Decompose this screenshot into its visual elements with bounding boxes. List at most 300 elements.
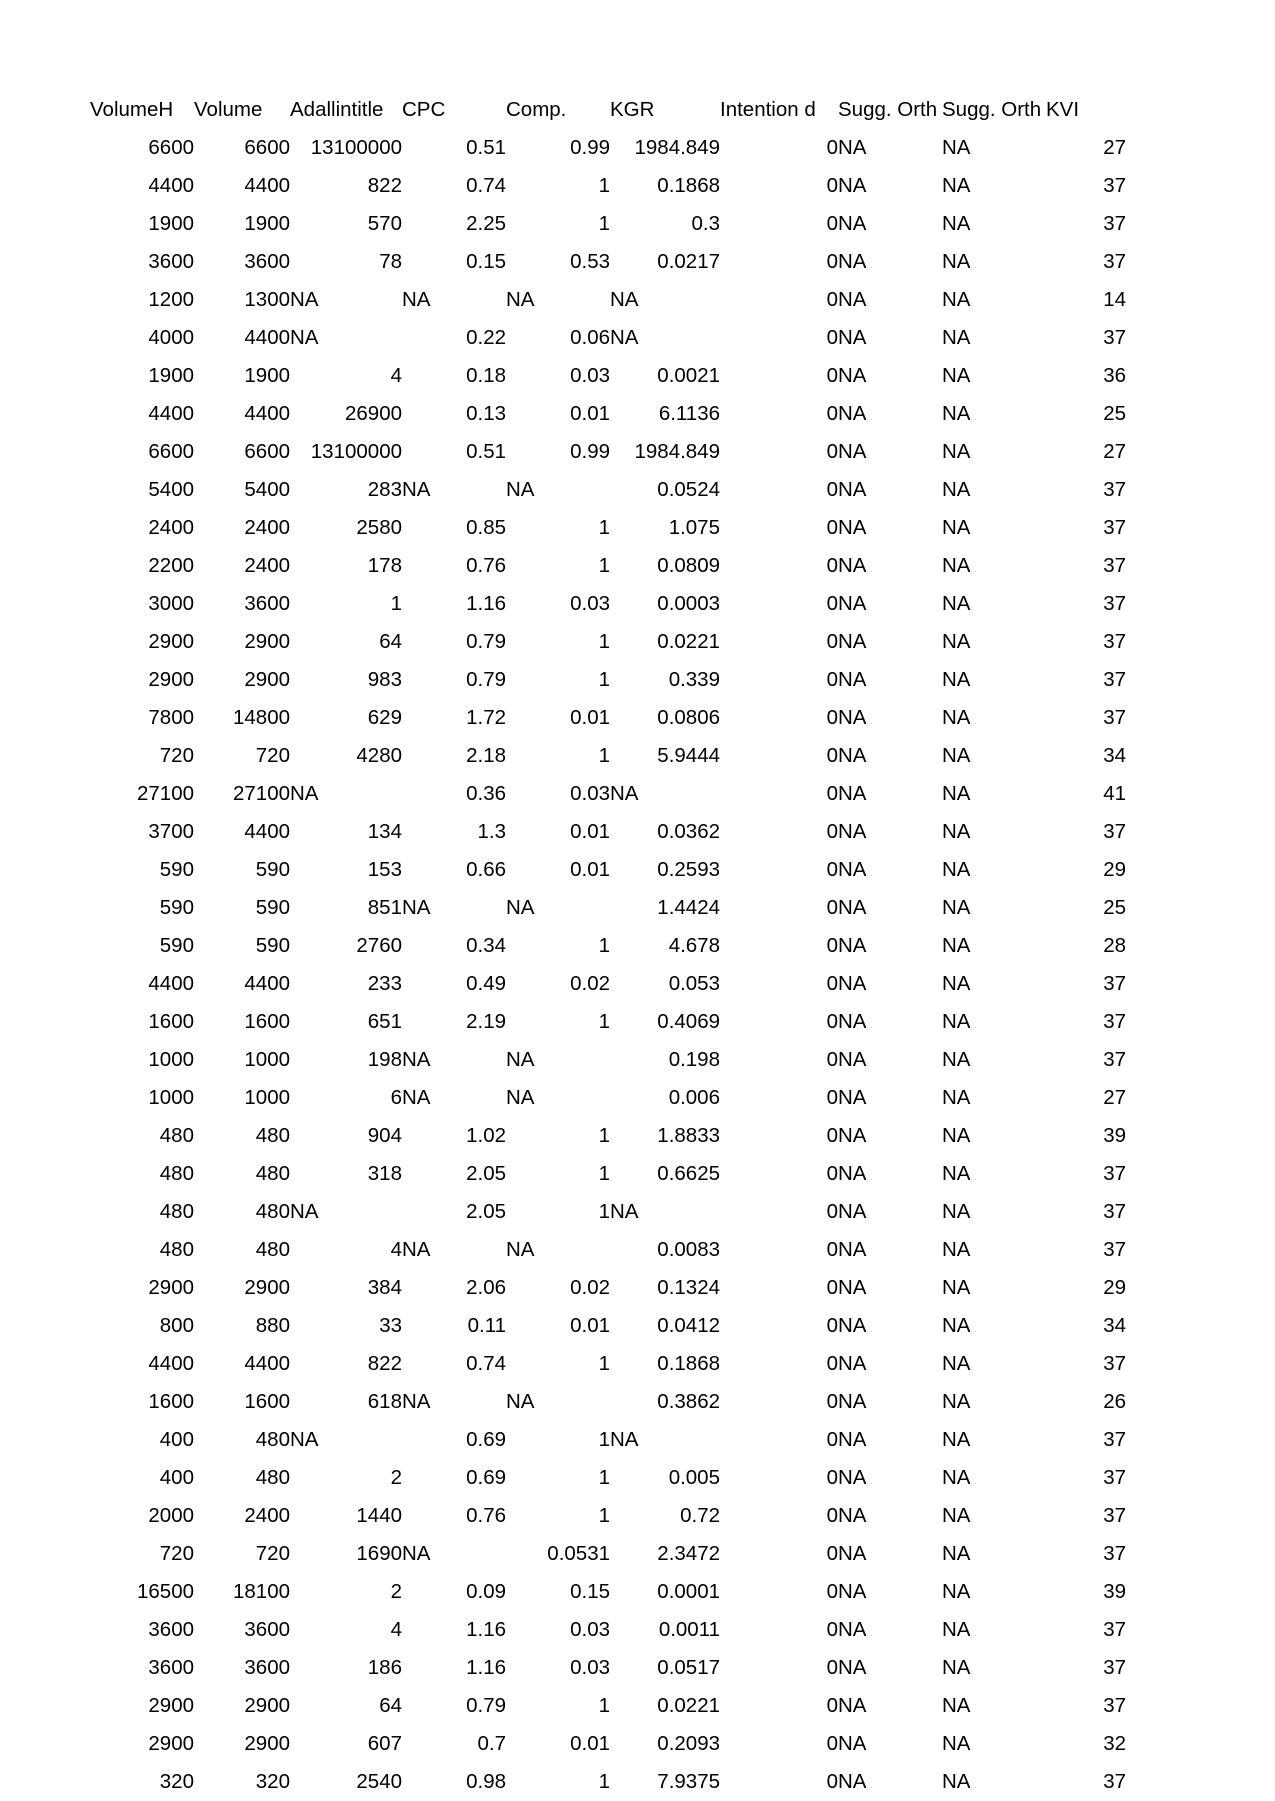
column-header-sugg2: Sugg. Orth [942, 100, 1042, 121]
cell-comp: 0.15 [570, 1580, 610, 1603]
cell-kvi: 37 [1103, 1428, 1126, 1451]
cell-comp: 1 [598, 174, 610, 197]
cell-volume: 2400 [244, 554, 290, 577]
table-row [90, 1117, 1126, 1155]
cell-intention: 0 [826, 1086, 838, 1109]
cell-comp: 0.02 [570, 1276, 610, 1299]
cell-sugg1: NA [838, 212, 867, 235]
cell-sugg1: NA [838, 1694, 867, 1717]
table-row [90, 1763, 1126, 1801]
cell-kvi: 39 [1103, 1124, 1126, 1147]
cell-sugg1: NA [838, 516, 867, 539]
cell-kvi: 37 [1103, 516, 1126, 539]
cell-allintitle: 13100000 [310, 136, 402, 159]
cell-volumeh: 2900 [148, 630, 194, 653]
cell-kgr: 1984.849 [634, 440, 720, 463]
cell-sugg2: NA [942, 934, 971, 957]
cell-kgr: 0.1868 [657, 174, 720, 197]
cell-sugg1: NA [838, 1390, 867, 1413]
cell-sugg2: NA [942, 1770, 971, 1793]
cell-allintitle: 4280 [356, 744, 402, 767]
cell-kvi: 37 [1103, 1618, 1126, 1641]
cell-allintitle: 2 [390, 1466, 402, 1489]
table-row [90, 1535, 1126, 1573]
cell-cpc: 0.7 [477, 1732, 506, 1755]
cell-kgr: 4.678 [668, 934, 720, 957]
cell-volume: 1900 [244, 212, 290, 235]
cell-kgr: 0.0221 [657, 630, 720, 653]
cell-intention: 0 [826, 1352, 838, 1375]
cell-sugg2: NA [942, 972, 971, 995]
cell-allintitle: 629 [367, 706, 402, 729]
cell-cpc: 2.18 [466, 744, 506, 767]
cell-volume: 1600 [244, 1010, 290, 1033]
cell-volume: 4400 [244, 174, 290, 197]
cell-cpc: 0.36 [466, 782, 506, 805]
cell-volumeh: 16500 [136, 1580, 194, 1603]
cell-comp: 1 [598, 630, 610, 653]
cell-volume: 480 [255, 1124, 290, 1147]
cell-intention: 0 [826, 1276, 838, 1299]
cell-sugg2: NA [942, 1010, 971, 1033]
cell-sugg1: NA [838, 1352, 867, 1375]
cell-sugg2: NA [942, 1124, 971, 1147]
cell-allintitle: 2 [390, 1580, 402, 1603]
cell-cpc: 0.09 [466, 1580, 506, 1603]
cell-kvi: 37 [1103, 478, 1126, 501]
cell-kgr: 0.1324 [657, 1276, 720, 1299]
cell-volume: 4400 [244, 1352, 290, 1375]
cell-cpc: 0.79 [466, 668, 506, 691]
table-row [90, 1269, 1126, 1307]
cell-allintitle: 1440 [356, 1504, 402, 1527]
cell-sugg1: NA [838, 934, 867, 957]
cell-kgr: NA [610, 1200, 639, 1223]
cell-cpc: NA [402, 478, 431, 501]
table-row [90, 395, 1126, 433]
cell-allintitle: NA [290, 1200, 319, 1223]
table-row [90, 357, 1126, 395]
cell-volume: 2400 [244, 1504, 290, 1527]
cell-sugg2: NA [942, 364, 971, 387]
cell-comp: 0.03 [570, 1656, 610, 1679]
cell-comp: 0.0531 [547, 1542, 610, 1565]
table-row [90, 471, 1126, 509]
cell-intention: 0 [826, 1656, 838, 1679]
cell-sugg2: NA [942, 858, 971, 881]
cell-volumeh: 2900 [148, 1694, 194, 1717]
table-row [90, 1687, 1126, 1725]
cell-allintitle: 2760 [356, 934, 402, 957]
cell-sugg2: NA [942, 706, 971, 729]
cell-intention: 0 [826, 782, 838, 805]
cell-sugg2: NA [942, 516, 971, 539]
cell-sugg2: NA [942, 1314, 971, 1337]
cell-allintitle: 13100000 [310, 440, 402, 463]
cell-allintitle: 26900 [344, 402, 402, 425]
cell-kvi: 37 [1103, 706, 1126, 729]
cell-cpc: 0.51 [466, 440, 506, 463]
cell-comp: 0.01 [570, 706, 610, 729]
cell-sugg2: NA [942, 478, 971, 501]
cell-intention: 0 [826, 1466, 838, 1489]
cell-volumeh: 400 [159, 1428, 194, 1451]
cell-cpc: 0.49 [466, 972, 506, 995]
cell-sugg1: NA [838, 668, 867, 691]
cell-volume: 2400 [244, 516, 290, 539]
cell-kvi: 37 [1103, 1238, 1126, 1261]
cell-cpc: 0.22 [466, 326, 506, 349]
column-header-intention: Intention d [720, 100, 816, 121]
table-row [90, 1307, 1126, 1345]
cell-volume: 480 [255, 1162, 290, 1185]
table-row [90, 281, 1126, 319]
cell-comp: 1 [598, 516, 610, 539]
cell-volumeh: 590 [159, 934, 194, 957]
cell-sugg2: NA [942, 1200, 971, 1223]
cell-kgr: 7.9375 [657, 1770, 720, 1793]
cell-volumeh: 480 [159, 1200, 194, 1223]
cell-sugg1: NA [838, 1086, 867, 1109]
cell-intention: 0 [826, 934, 838, 957]
cell-allintitle: 64 [379, 1694, 402, 1717]
cell-allintitle: 64 [379, 630, 402, 653]
cell-volume: 3600 [244, 592, 290, 615]
table-row [90, 813, 1126, 851]
cell-volumeh: 27100 [136, 782, 194, 805]
table-row [90, 1497, 1126, 1535]
cell-allintitle: 6 [390, 1086, 402, 1109]
cell-comp: 1 [598, 554, 610, 577]
cell-comp: 1 [598, 668, 610, 691]
cell-allintitle: 1690 [356, 1542, 402, 1565]
cell-kgr: 0.2593 [657, 858, 720, 881]
cell-cpc: 0.74 [466, 1352, 506, 1375]
cell-cpc: NA [402, 1086, 431, 1109]
cell-intention: 0 [826, 364, 838, 387]
cell-intention: 0 [826, 1162, 838, 1185]
cell-kgr: 0.0517 [657, 1656, 720, 1679]
cell-sugg2: NA [942, 1238, 971, 1261]
cell-kvi: 37 [1103, 820, 1126, 843]
cell-comp: 0.01 [570, 402, 610, 425]
cell-intention: 0 [826, 516, 838, 539]
cell-intention: 0 [826, 744, 838, 767]
cell-sugg1: NA [838, 174, 867, 197]
cell-cpc: 0.18 [466, 364, 506, 387]
cell-volumeh: 6600 [148, 440, 194, 463]
cell-kgr: 0.0217 [657, 250, 720, 273]
cell-allintitle: 153 [367, 858, 402, 881]
cell-comp: 1 [598, 212, 610, 235]
column-header-cpc: CPC [402, 100, 446, 121]
cell-kgr: 0.0011 [658, 1618, 720, 1641]
table-row [90, 1345, 1126, 1383]
cell-cpc: 0.74 [466, 174, 506, 197]
cell-sugg1: NA [838, 820, 867, 843]
cell-intention: 0 [826, 668, 838, 691]
cell-allintitle: 318 [367, 1162, 402, 1185]
cell-volumeh: 480 [159, 1124, 194, 1147]
cell-sugg1: NA [838, 326, 867, 349]
cell-volumeh: 590 [159, 896, 194, 919]
cell-sugg1: NA [838, 782, 867, 805]
cell-comp: NA [506, 896, 535, 919]
cell-volume: 320 [255, 1770, 290, 1793]
cell-volume: 480 [255, 1466, 290, 1489]
cell-intention: 0 [826, 858, 838, 881]
cell-comp: 1 [598, 1466, 610, 1489]
cell-cpc: 0.69 [466, 1428, 506, 1451]
cell-comp: 1 [598, 1694, 610, 1717]
cell-kvi: 37 [1103, 972, 1126, 995]
cell-cpc: 0.11 [467, 1314, 506, 1337]
cell-sugg2: NA [942, 174, 971, 197]
cell-comp: NA [506, 1048, 535, 1071]
cell-volume: 2900 [244, 668, 290, 691]
cell-allintitle: NA [290, 288, 319, 311]
cell-kgr: NA [610, 326, 639, 349]
cell-sugg2: NA [942, 1276, 971, 1299]
cell-volumeh: 2900 [148, 668, 194, 691]
cell-volume: 6600 [244, 136, 290, 159]
cell-sugg1: NA [838, 1200, 867, 1223]
cell-comp: 0.99 [570, 136, 610, 159]
cell-sugg2: NA [942, 288, 971, 311]
cell-comp: 0.03 [570, 364, 610, 387]
cell-comp: 0.99 [570, 440, 610, 463]
cell-sugg1: NA [838, 630, 867, 653]
table-header-row [90, 100, 1126, 129]
cell-intention: 0 [826, 1694, 838, 1717]
cell-allintitle: 651 [367, 1010, 402, 1033]
cell-kgr: 1984.849 [634, 136, 720, 159]
cell-volumeh: 720 [159, 744, 194, 767]
cell-comp: 1 [598, 1124, 610, 1147]
cell-intention: 0 [826, 1618, 838, 1641]
cell-sugg2: NA [942, 820, 971, 843]
cell-kgr: NA [610, 288, 639, 311]
cell-kgr: 2.3472 [657, 1542, 720, 1565]
cell-volume: 2900 [244, 1276, 290, 1299]
cell-volume: 1600 [244, 1390, 290, 1413]
cell-allintitle: 618 [367, 1390, 402, 1413]
cell-volume: 6600 [244, 440, 290, 463]
cell-sugg1: NA [838, 1048, 867, 1071]
cell-volume: 14800 [232, 706, 290, 729]
cell-volume: 590 [255, 896, 290, 919]
cell-kvi: 26 [1103, 1390, 1126, 1413]
cell-kgr: 0.0809 [657, 554, 720, 577]
cell-intention: 0 [826, 1504, 838, 1527]
table-row [90, 1079, 1126, 1117]
cell-cpc: 1.72 [466, 706, 506, 729]
cell-volumeh: 3600 [148, 250, 194, 273]
cell-volumeh: 720 [159, 1542, 194, 1565]
cell-sugg1: NA [838, 402, 867, 425]
cell-volume: 2900 [244, 630, 290, 653]
cell-volumeh: 3600 [148, 1656, 194, 1679]
table-row [90, 509, 1126, 547]
cell-volumeh: 3600 [148, 1618, 194, 1641]
column-header-volume: Volume [194, 100, 263, 121]
cell-sugg2: NA [942, 1086, 971, 1109]
cell-kgr: 0.0524 [657, 478, 720, 501]
table-row [90, 1003, 1126, 1041]
cell-sugg1: NA [838, 478, 867, 501]
cell-sugg1: NA [838, 554, 867, 577]
cell-kvi: 29 [1103, 858, 1126, 881]
cell-sugg2: NA [942, 1580, 971, 1603]
cell-comp: 0.06 [570, 326, 610, 349]
table-row [90, 547, 1126, 585]
cell-cpc: 1.16 [466, 592, 506, 615]
cell-sugg2: NA [942, 1618, 971, 1641]
column-header-kgr: KGR [610, 100, 655, 121]
cell-volumeh: 1600 [148, 1010, 194, 1033]
cell-volume: 1000 [244, 1048, 290, 1071]
cell-sugg2: NA [942, 326, 971, 349]
cell-comp: 1 [598, 1504, 610, 1527]
cell-cpc: 1.3 [477, 820, 506, 843]
cell-kvi: 37 [1103, 1200, 1126, 1223]
cell-allintitle: 2580 [356, 516, 402, 539]
cell-sugg1: NA [838, 1124, 867, 1147]
cell-kvi: 34 [1103, 744, 1126, 767]
cell-intention: 0 [826, 592, 838, 615]
column-header-sugg1: Sugg. Orth [838, 100, 938, 121]
cell-sugg1: NA [838, 1314, 867, 1337]
cell-volume: 480 [255, 1428, 290, 1451]
cell-volumeh: 400 [159, 1466, 194, 1489]
cell-sugg1: NA [838, 1238, 867, 1261]
cell-volume: 590 [255, 934, 290, 957]
cell-sugg2: NA [942, 1504, 971, 1527]
cell-intention: 0 [826, 1010, 838, 1033]
cell-cpc: 1.16 [466, 1656, 506, 1679]
cell-kgr: 0.0083 [657, 1238, 720, 1261]
cell-kvi: 37 [1103, 326, 1126, 349]
cell-volumeh: 1900 [148, 212, 194, 235]
cell-sugg1: NA [838, 1162, 867, 1185]
cell-cpc: 0.69 [466, 1466, 506, 1489]
cell-sugg1: NA [838, 1428, 867, 1451]
cell-intention: 0 [826, 326, 838, 349]
cell-kvi: 37 [1103, 1504, 1126, 1527]
cell-intention: 0 [826, 1124, 838, 1147]
cell-intention: 0 [826, 1314, 838, 1337]
table-row [90, 927, 1126, 965]
column-header-volumeh: VolumeH [90, 100, 174, 121]
cell-allintitle: 1 [390, 592, 402, 615]
cell-volumeh: 4400 [148, 402, 194, 425]
cell-comp: NA [506, 1238, 535, 1261]
table-row [90, 623, 1126, 661]
cell-volumeh: 4400 [148, 174, 194, 197]
cell-allintitle: NA [290, 782, 319, 805]
cell-volume: 590 [255, 858, 290, 881]
cell-kgr: 0.053 [668, 972, 720, 995]
cell-comp: NA [506, 1086, 535, 1109]
cell-sugg2: NA [942, 1428, 971, 1451]
cell-comp: 1 [598, 1770, 610, 1793]
cell-volume: 480 [255, 1200, 290, 1223]
cell-kgr: 0.0021 [657, 364, 720, 387]
cell-allintitle: 4 [390, 364, 402, 387]
cell-volumeh: 4400 [148, 1352, 194, 1375]
cell-cpc: 0.98 [466, 1770, 506, 1793]
cell-volume: 880 [255, 1314, 290, 1337]
cell-cpc: 0.79 [466, 1694, 506, 1717]
table-row [90, 1421, 1126, 1459]
cell-allintitle: 233 [367, 972, 402, 995]
cell-volumeh: 2400 [148, 516, 194, 539]
cell-sugg2: NA [942, 1048, 971, 1071]
cell-kvi: 27 [1103, 1086, 1126, 1109]
cell-allintitle: 822 [367, 1352, 402, 1375]
cell-cpc: 0.79 [466, 630, 506, 653]
cell-allintitle: 4 [390, 1618, 402, 1641]
cell-cpc: 2.05 [466, 1200, 506, 1223]
cell-sugg2: NA [942, 250, 971, 273]
cell-kgr: 0.2093 [657, 1732, 720, 1755]
cell-intention: 0 [826, 972, 838, 995]
cell-sugg1: NA [838, 1656, 867, 1679]
cell-kvi: 37 [1103, 1048, 1126, 1071]
cell-kvi: 37 [1103, 592, 1126, 615]
cell-intention: 0 [826, 250, 838, 273]
cell-comp: 0.01 [570, 1732, 610, 1755]
cell-allintitle: 851 [367, 896, 402, 919]
cell-allintitle: 4 [390, 1238, 402, 1261]
cell-comp: 0.01 [570, 1314, 610, 1337]
table-body [90, 129, 1126, 1801]
cell-sugg2: NA [942, 1390, 971, 1413]
cell-comp: 0.01 [570, 820, 610, 843]
cell-kvi: 34 [1103, 1314, 1126, 1337]
cell-sugg1: NA [838, 896, 867, 919]
cell-comp: 1 [598, 1010, 610, 1033]
cell-cpc: 0.66 [466, 858, 506, 881]
cell-sugg2: NA [942, 1352, 971, 1375]
cell-sugg2: NA [942, 630, 971, 653]
cell-intention: 0 [826, 1580, 838, 1603]
cell-kgr: NA [610, 1428, 639, 1451]
table-row [90, 661, 1126, 699]
cell-comp: 0.03 [570, 1618, 610, 1641]
cell-volumeh: 590 [159, 858, 194, 881]
cell-kvi: 37 [1103, 1010, 1126, 1033]
cell-volume: 5400 [244, 478, 290, 501]
cell-sugg1: NA [838, 440, 867, 463]
cell-allintitle: 570 [367, 212, 402, 235]
cell-volumeh: 5400 [148, 478, 194, 501]
cell-volumeh: 1000 [148, 1086, 194, 1109]
cell-cpc: NA [402, 896, 431, 919]
column-header-comp: Comp. [506, 100, 567, 121]
cell-volume: 720 [255, 744, 290, 767]
cell-allintitle: 78 [379, 250, 402, 273]
cell-volume: 4400 [244, 972, 290, 995]
table-row [90, 851, 1126, 889]
cell-kgr: 6.1136 [658, 402, 720, 425]
cell-kgr: 5.9444 [657, 744, 720, 767]
cell-volume: 1300 [244, 288, 290, 311]
cell-volume: 3600 [244, 1656, 290, 1679]
cell-cpc: NA [402, 1542, 431, 1565]
cell-kvi: 25 [1103, 896, 1126, 919]
cell-kgr: 0.005 [668, 1466, 720, 1489]
